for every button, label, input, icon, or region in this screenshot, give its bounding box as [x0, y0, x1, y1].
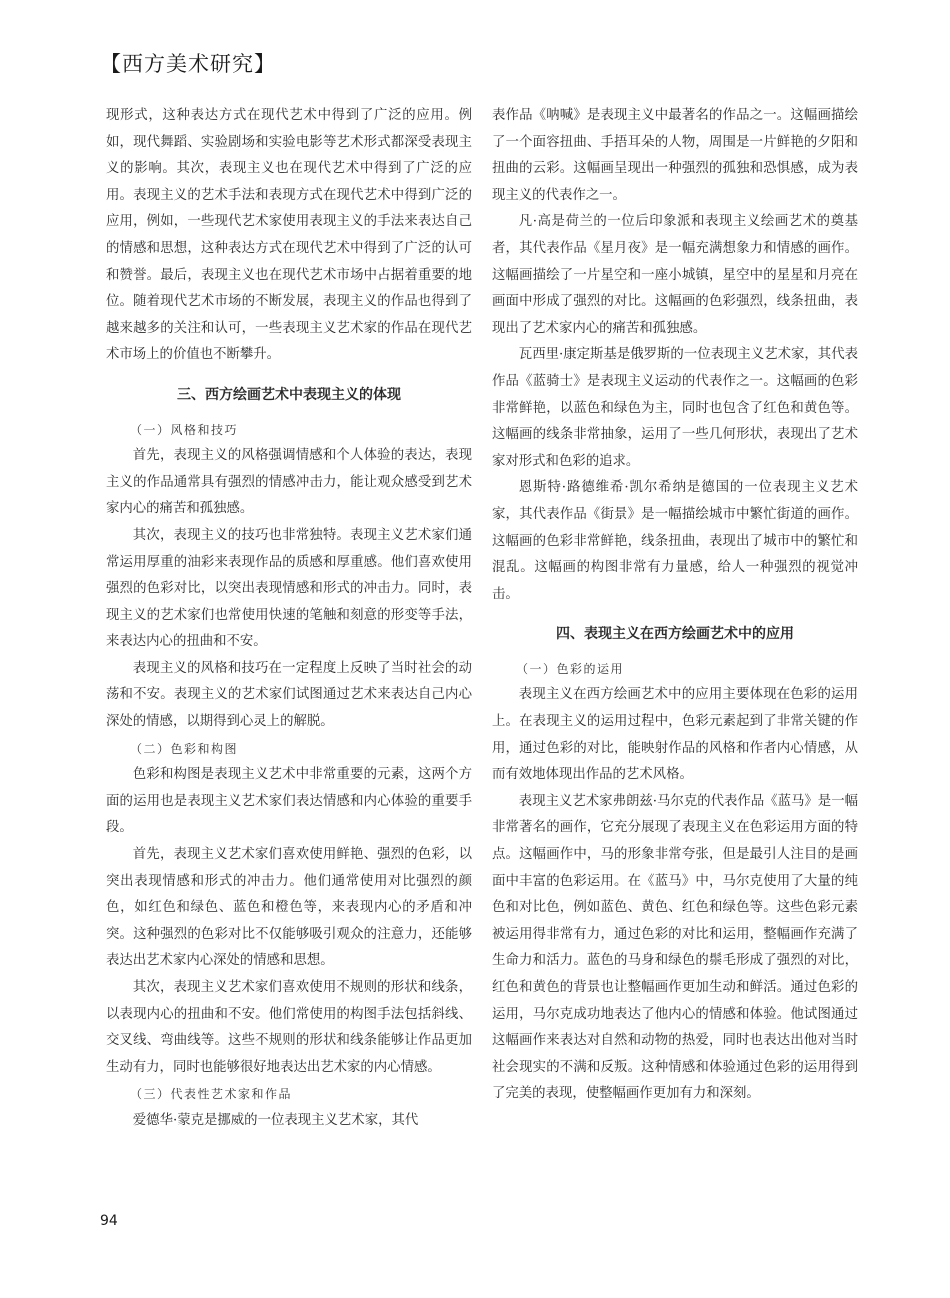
section-4-title: 四、表现主义在西方绘画艺术中的应用 — [556, 626, 794, 643]
paragraph-kirchner: 恩斯特·路德维希·凯尔希纳是德国的一位表现主义艺术家，其代表作品《街景》是一幅描绘城市中繁忙街道的画作。这幅画的色彩非常鲜艳，线条扭曲，表现出了城市中的繁忙和混乱。这幅画的构图非常有力量感，给人一种强烈的视觉冲击。 — [492, 480, 858, 602]
paragraph-kandinsky: 瓦西里·康定斯基是俄罗斯的一位表现主义艺术家，其代表作品《蓝骑士》是表现主义运动的代表作之一。这幅画的色彩非常鲜艳，以蓝色和绿色为主，同时也包含了红色和黄色等。这幅画的线条非常抽象，运用了一些几何形状，表现出了艺术家对形式和色彩的追求。 — [492, 347, 858, 469]
paragraph: 首先，表现主义艺术家们喜欢使用鲜艳、强烈的色彩，以突出表现情感和形式的冲击力。他们通常使用对比强烈的颜色，如红色和绿色、蓝色和橙色等，来表现内心的矛盾和冲突。这种强烈的色彩对比不仅能够吸引观众的注意力，还能够表达出艺术家内心深处的情感和思想。 — [106, 847, 472, 969]
paragraph: 爱德华·蒙克是挪威的一位表现主义艺术家，其代 — [132, 1112, 419, 1128]
right-column — [492, 103, 858, 1108]
paragraph: 首先，表现主义的风格强调情感和个人体验的表达，表现主义的作品通常具有强烈的情感冲击力，能让观众感受到艺术家内心的痛苦和孤独感。 — [106, 448, 472, 517]
journal-section-header: 【西方美术研究】 — [100, 52, 276, 76]
paragraph: 其次，表现主义的技巧也非常独特。表现主义艺术家们通常运用厚重的油彩来表现作品的质感和厚重感。他们喜欢使用强烈的色彩对比，以突出表现情感和形式的冲击力。同时，表现主义的艺术家们也常使用快速的笔触和刻意的形变等手法，来表达内心的扭曲和不安。 — [106, 527, 472, 650]
paragraph: 其次，表现主义艺术家们喜欢使用不规则的形状和线条，以表现内心的扭曲和不安。他们常使用的构图手法包括斜线、交叉线、弯曲线等。这些不规则的形状和线条能够让作品更加生动有力，同时也能够很好地表达出艺术家的内心情感。 — [106, 980, 472, 1075]
paragraph: 表现主义的风格和技巧在一定程度上反映了当时社会的动荡和不安。表现主义的艺术家们试图通过艺术来表达自己内心深处的情感，以期得到心灵上的解脱。 — [106, 660, 472, 730]
left-column — [106, 103, 472, 1135]
paragraph: 表现主义在西方绘画艺术中的应用主要体现在色彩的运用上。在表现主义的运用过程中，色彩元素起到了非常关键的作用，通过色彩的对比，能映射作品的风格和作者内心情感，从而有效地体现出作品的艺术风格。 — [492, 687, 858, 783]
subsection-artists-works-title: （三）代表性艺术家和作品 — [130, 1087, 293, 1102]
subsection-color-use-title: （一）色彩的运用 — [516, 661, 625, 676]
paragraph-munch-continued: 表作品《呐喊》是表现主义中最著名的作品之一。这幅画描绘了一个面容扭曲、手捂耳朵的人物，周围是一片鲜艳的夕阳和扭曲的云彩。这幅画呈现出一种强烈的孤独和恐惧感，成为表现主义的代表作之一。 — [492, 108, 858, 203]
subsection-style-technique-title: （一）风格和技巧 — [130, 422, 239, 437]
page-number: 94 — [100, 1213, 118, 1229]
subsection-color-composition-title: （二）色彩和构图 — [130, 741, 239, 756]
paragraph: 表现主义艺术家弗朗兹·马尔克的代表作品《蓝马》是一幅非常著名的画作，它充分展现了表现主义在色彩运用方面的特点。这幅画作中，马的形象非常夸张，但是最引人注目的是画面中丰富的色彩运用。在《蓝马》中，马尔克使用了大量的纯色和对比色，例如蓝色、黄色、红色和绿色等。这些色彩元素被运用得非常有力，通过色彩的对比和运用，整幅画作充满了生命力和活力。蓝色的马身和绿色的鬃毛形成了强烈的对比，红色和黄色的背景也让整幅画作更加生动和鲜活。通过色彩的运用，马尔克成功地表达了他内心的情感和体验。他试图通过这幅画作来表达对自然和动物的热爱，同时也表达出他对当时社会现实的不满和反叛。这种情感和体验通过色彩的运用得到了完美的表现，使整幅画作更加有力和深刻。 — [492, 793, 858, 1102]
section-3-title: 三、西方绘画艺术中表现主义的体现 — [177, 386, 401, 403]
paragraph-intro-continued: 现形式，这种表达方式在现代艺术中得到了广泛的应用。例如，现代舞蹈、实验剧场和实验电影等艺术形式都深受表现主义的影响。其次，表现主义也在现代艺术中得到了广泛的应用。表现主义的艺术手法和表现方式在现代艺术中得到广泛的应用，例如，一些现代艺术家使用表现主义的手法来表达自己的情感和思想，这种表达方式在现代艺术中得到了广泛的认可和赞誉。最后，表现主义也在现代艺术市场中占据着重要的地位。随着现代艺术市场的不断发展，表现主义的作品也得到了越来越多的关注和认可，一些表现主义艺术家的作品在现代艺术市场上的价值也不断攀升。 — [106, 108, 472, 363]
paragraph-van-gogh: 凡·高是荷兰的一位后印象派和表现主义绘画艺术的奠基者，其代表作品《星月夜》是一幅充满想象力和情感的画作。这幅画描绘了一片星空和一座小城镇，星空中的星星和月亮在画面中形成了强烈的对比。这幅画的色彩强烈，线条扭曲，表现出了艺术家内心的痛苦和孤独感。 — [492, 214, 858, 336]
paragraph: 色彩和构图是表现主义艺术中非常重要的元素，这两个方面的运用也是表现主义艺术家们表达情感和内心体验的重要手段。 — [106, 767, 472, 836]
